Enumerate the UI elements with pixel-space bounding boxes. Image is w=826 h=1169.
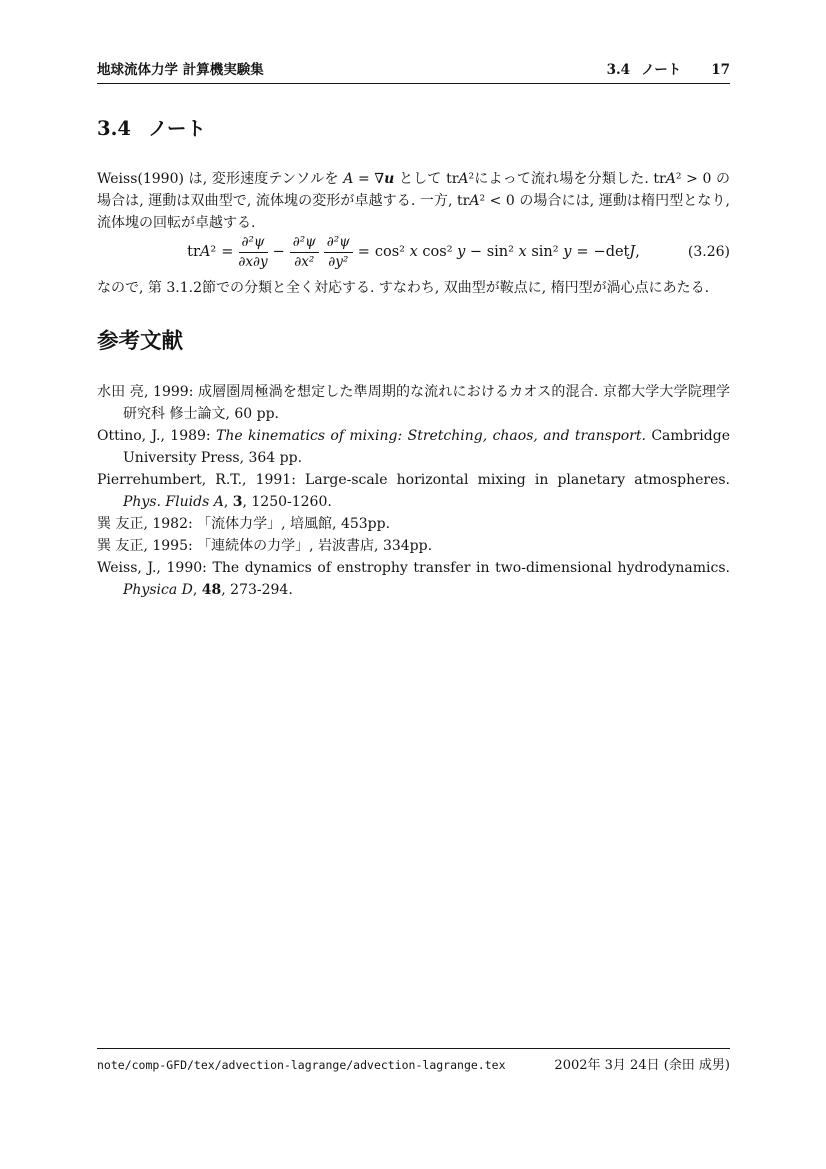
fraction-numerator: ∂²ψ — [239, 235, 268, 253]
fraction-dy2 — [324, 235, 353, 270]
fraction-denominator: ∂x∂y — [238, 253, 268, 270]
reference-item: Weiss, J., 1990: The dynamics of enstrophy transfer in two-dimensional hydrodynamics. Physica D, 48, 273-294. — [97, 560, 730, 598]
header-section-number: 3.4 — [606, 62, 631, 78]
fraction-numerator: ∂²ψ — [324, 235, 353, 253]
reference-item: 巽 友正, 1982: 「流体力学」, 培風館, 453pp. — [97, 516, 391, 532]
page-footer — [97, 1048, 730, 1073]
section-title: ノート — [147, 117, 206, 140]
equation-rhs: −detJ, — [593, 244, 640, 260]
equation-body — [187, 235, 640, 270]
header-left-title: 地球流体力学 計算機実験集 — [97, 62, 264, 78]
fraction-dxdy — [238, 235, 267, 270]
reference-item: Pierrehumbert, R.T., 1991: Large-scale horizontal mixing in planetary atmospheres. Phys. Fluids A, 3, 1250-1260. — [97, 472, 730, 510]
header-section-title: ノート — [641, 62, 682, 78]
equation-3-26 — [97, 227, 730, 277]
equation-trig-part: cos² x cos² y − sin² x sin² y — [374, 244, 572, 260]
equals-sign: = — [576, 244, 589, 260]
equation-lhs: trA² — [187, 244, 217, 260]
fraction-dx2 — [290, 235, 319, 270]
minus-sign: − — [272, 244, 285, 260]
footer-file-path: note/comp-GFD/tex/advection-lagrange/advection-lagrange.tex — [97, 1058, 506, 1072]
header-page-number: 17 — [711, 62, 730, 78]
body-paragraph-1: Weiss(1990) は, 変形速度テンソルを A = ∇u として trA²によって流れ場を分類した. trA² > 0 の場合は, 運動は双曲型で, 流体塊の変形が卓越する. 一方, trA² < 0 の場合には, 運動は楕円型となり, 流体塊の回転が卓越する. — [97, 171, 731, 231]
equals-sign: = — [357, 244, 370, 260]
fraction-denominator: ∂x² — [294, 253, 315, 270]
section-number: 3.4 — [97, 117, 131, 140]
header-right — [607, 62, 730, 78]
body-paragraph-2: なので, 第 3.1.2節での分類と全く対応する. すなわち, 双曲型が鞍点に, 楕円型が渦心点にあたる. — [97, 280, 710, 296]
page-header — [97, 62, 730, 84]
fraction-numerator: ∂²ψ — [290, 235, 319, 253]
references-heading: 参考文献 — [97, 329, 184, 354]
footer-date: 2002年 3月 24日 (余田 成男) — [554, 1058, 730, 1073]
reference-item: Ottino, J., 1989: The kinematics of mixing: Stretching, chaos, and transport. Cambridge University Press, 364 pp. — [97, 428, 730, 466]
reference-list — [97, 381, 730, 601]
equals-sign: = — [221, 244, 234, 260]
reference-item: 水田 亮, 1999: 成層圏周極渦を想定した準周期的な流れにおけるカオス的混合. 京都大学大学院理学研究科 修士論文, 60 pp. — [97, 384, 730, 422]
section-heading — [97, 116, 206, 142]
reference-item: 巽 友正, 1995: 「連続体の力学」, 岩波書店, 334pp. — [97, 538, 433, 554]
fraction-denominator: ∂y² — [328, 253, 349, 270]
equation-number: (3.26) — [687, 244, 730, 260]
